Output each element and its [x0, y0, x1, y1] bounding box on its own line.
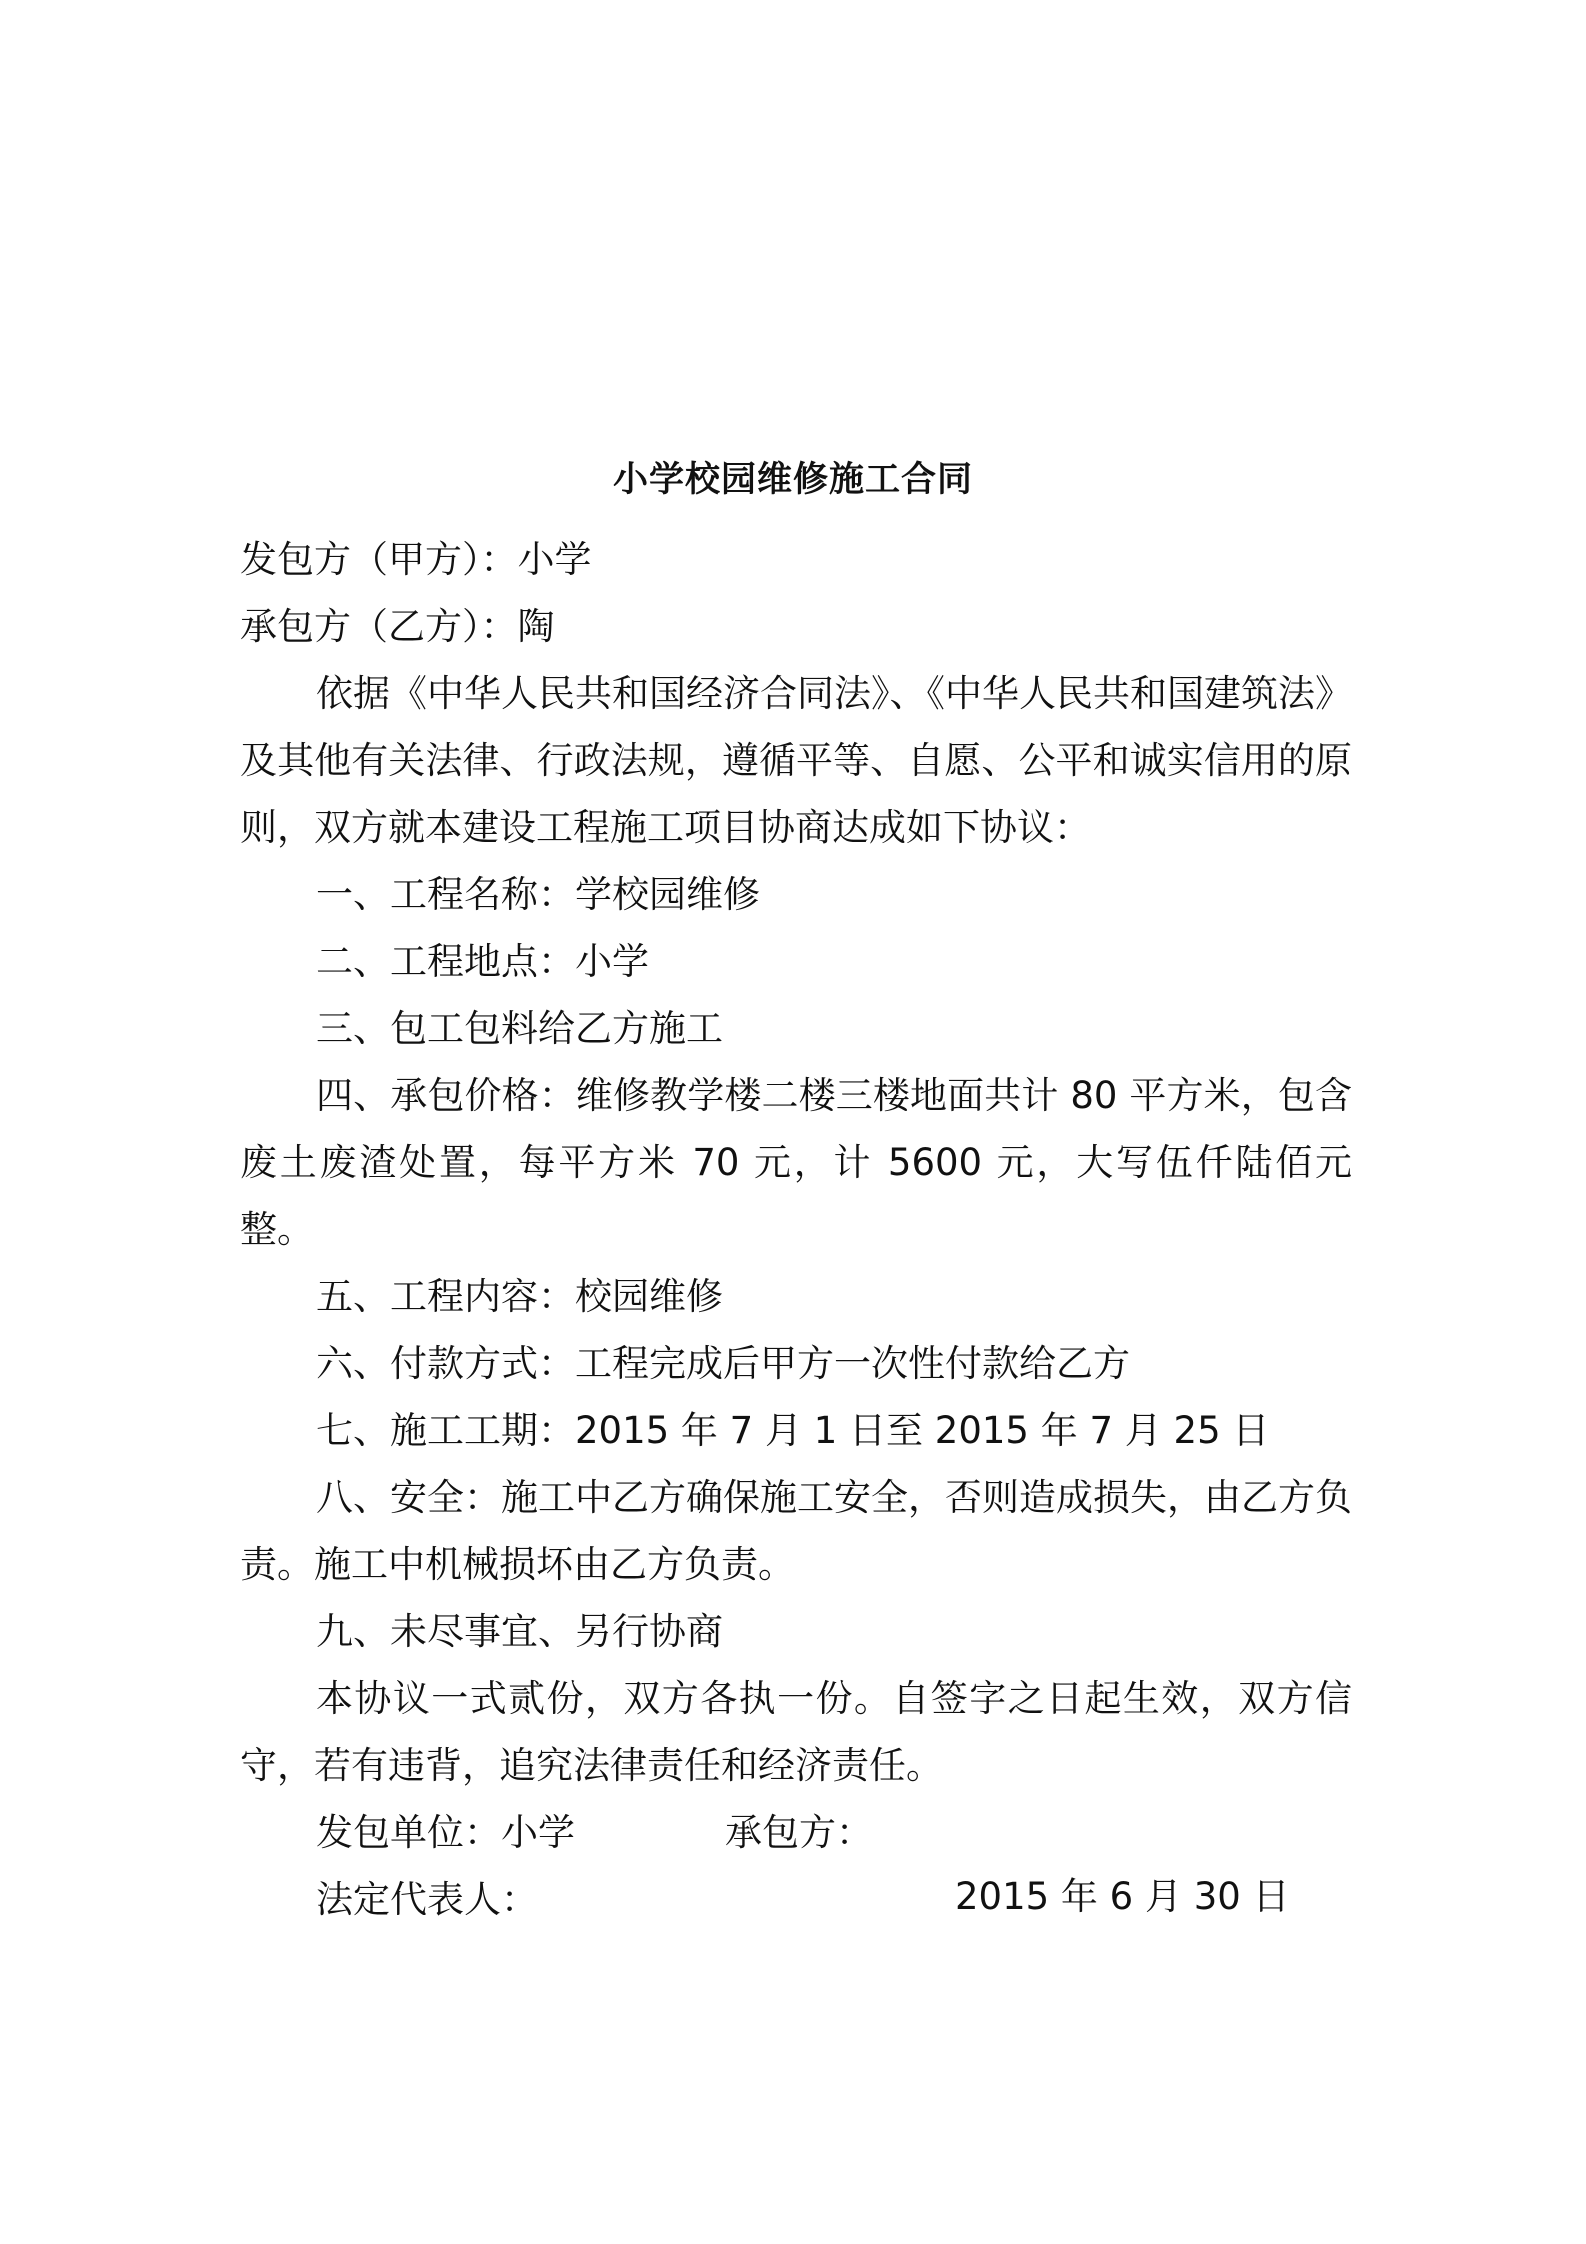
clause-1: 一、工程名称：学校园维修: [316, 873, 760, 916]
clause-9: 九、未尽事宜、另行协商: [316, 1610, 723, 1653]
legal-rep-row: 法定代表人：: [316, 1878, 538, 1921]
preamble-paragraph: 依据《中华人民共和国经济合同法》、《中华人民共和国建筑法》及其他有关法律、行政法规，遵循平等、自愿、公平和诚实信用的原则，双方就本建设工程施工项目协商达成如下协议：: [240, 672, 1352, 849]
clause-3: 三、包工包料给乙方施工: [316, 1007, 723, 1050]
issuer-signature: 发包单位：小学: [316, 1811, 575, 1854]
document-title: 小学校园维修施工合同: [612, 460, 973, 500]
clause-4: 四、承包价格：维修教学楼二楼三楼地面共计 80 平方米，包含废土废渣处置，每平方米 70 元，计 5600 元，大写伍仟陆佰元整。: [240, 1074, 1352, 1251]
clause-6: 六、付款方式：工程完成后甲方一次性付款给乙方: [316, 1342, 1130, 1385]
party-a-line: 发包方（甲方）：小学: [240, 538, 592, 581]
clause-7: 七、施工工期：2015 年 7 月 1 日至 2015 年 7 月 25 日: [316, 1409, 1270, 1452]
contractor-signature: 承包方：: [725, 1811, 873, 1854]
clause-2: 二、工程地点：小学: [316, 940, 649, 983]
signing-date: 2015 年 6 月 30 日: [955, 1875, 1290, 1918]
clause-5: 五、工程内容：校园维修: [316, 1275, 723, 1318]
closing-paragraph: 本协议一式贰份，双方各执一份。自签字之日起生效，双方信守，若有违背，追究法律责任和经济责任。: [240, 1677, 1352, 1787]
document-body: [240, 526, 1352, 1933]
signature-row: [240, 1799, 1352, 1866]
clause-8: 八、安全：施工中乙方确保施工安全，否则造成损失，由乙方负责。施工中机械损坏由乙方负责。: [240, 1476, 1352, 1586]
party-b-line: 承包方（乙方）：陶: [240, 605, 555, 648]
